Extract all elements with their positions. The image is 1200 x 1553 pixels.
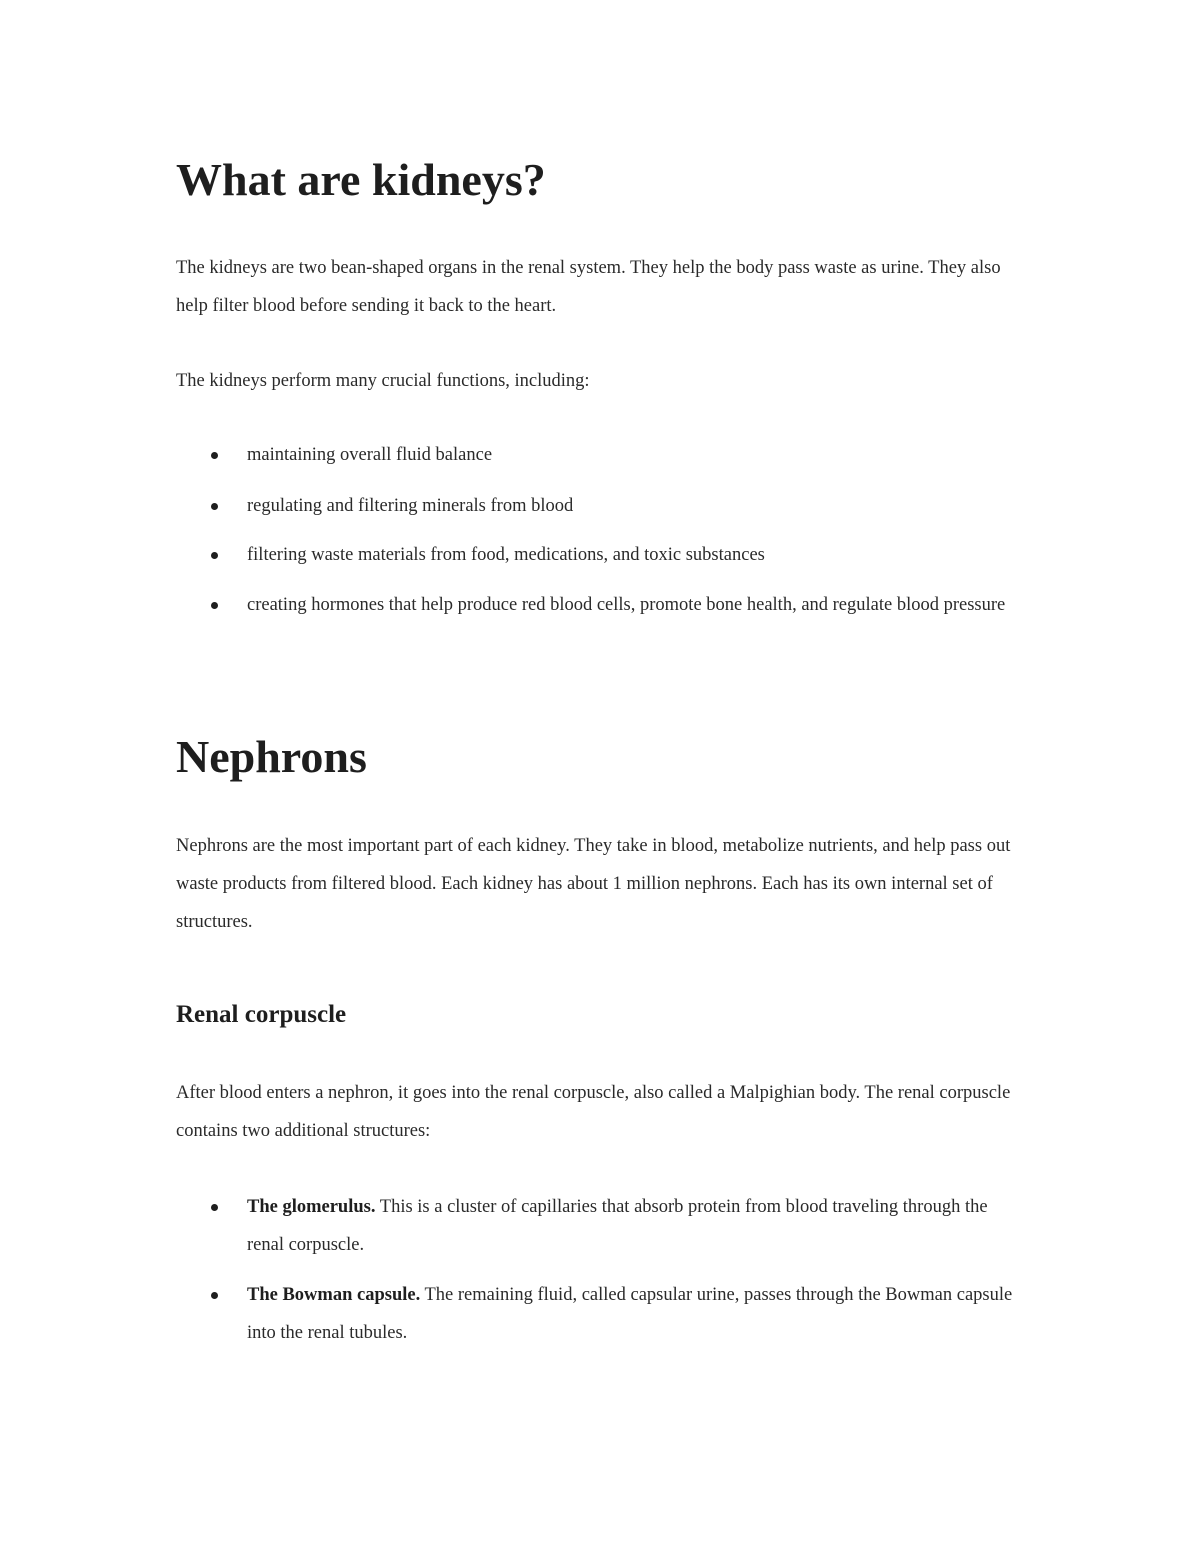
list-item-text: maintaining overall fluid balance <box>247 445 493 465</box>
list-item-text: filtering waste materials from food, medications, and toxic substances <box>247 545 765 565</box>
bullet-icon <box>211 1204 218 1211</box>
bullet-icon <box>211 1292 218 1299</box>
kidneys-functions-lead: The kidneys perform many crucial functions, including: <box>176 371 590 391</box>
structure-term: The Bowman capsule. <box>247 1285 421 1305</box>
list-item-text: creating hormones that help produce red blood cells, promote bone health, and regulate blood pressure <box>247 595 1006 615</box>
list-item-text: regulating and filtering minerals from blood <box>247 496 574 516</box>
bullet-icon <box>211 602 218 609</box>
heading-nephrons: Nephrons <box>176 731 367 782</box>
heading-what-are-kidneys: What are kidneys? <box>176 154 546 205</box>
list-item <box>176 436 1097 474</box>
bullet-icon <box>211 452 218 459</box>
structure-term: The glomerulus. <box>247 1197 376 1217</box>
list-item <box>176 1188 1097 1264</box>
kidneys-intro-paragraph: The kidneys are two bean-shaped organs in the renal system. They help the body pass waste as urine. They also help filter blood before sending it back to the heart. <box>176 258 1001 316</box>
nephrons-intro-paragraph: Nephrons are the most important part of each kidney. They take in blood, metabolize nutrients, and help pass out waste products from filtered blood. Each kidney has about 1 million nephrons. Each has its own internal set of structures. <box>176 836 1011 932</box>
list-item-text <box>247 1188 1027 1264</box>
renal-corpuscle-intro-paragraph: After blood enters a nephron, it goes into the renal corpuscle, also called a Malpighian body. The renal corpuscle contains two additional structures: <box>176 1083 1011 1141</box>
bullet-icon <box>211 552 218 559</box>
list-item <box>176 536 1097 574</box>
heading-renal-corpuscle: Renal corpuscle <box>176 1001 347 1028</box>
bullet-icon <box>211 503 218 510</box>
list-item <box>176 1276 1097 1352</box>
list-item-text <box>247 1276 1027 1352</box>
structure-description: The remaining fluid, called capsular urine, passes through the Bowman capsule into the renal tubules. <box>247 1285 1013 1343</box>
list-item <box>176 487 1097 525</box>
list-item <box>176 586 1097 624</box>
structure-description: This is a cluster of capillaries that absorb protein from blood traveling through the renal corpuscle. <box>247 1197 988 1255</box>
